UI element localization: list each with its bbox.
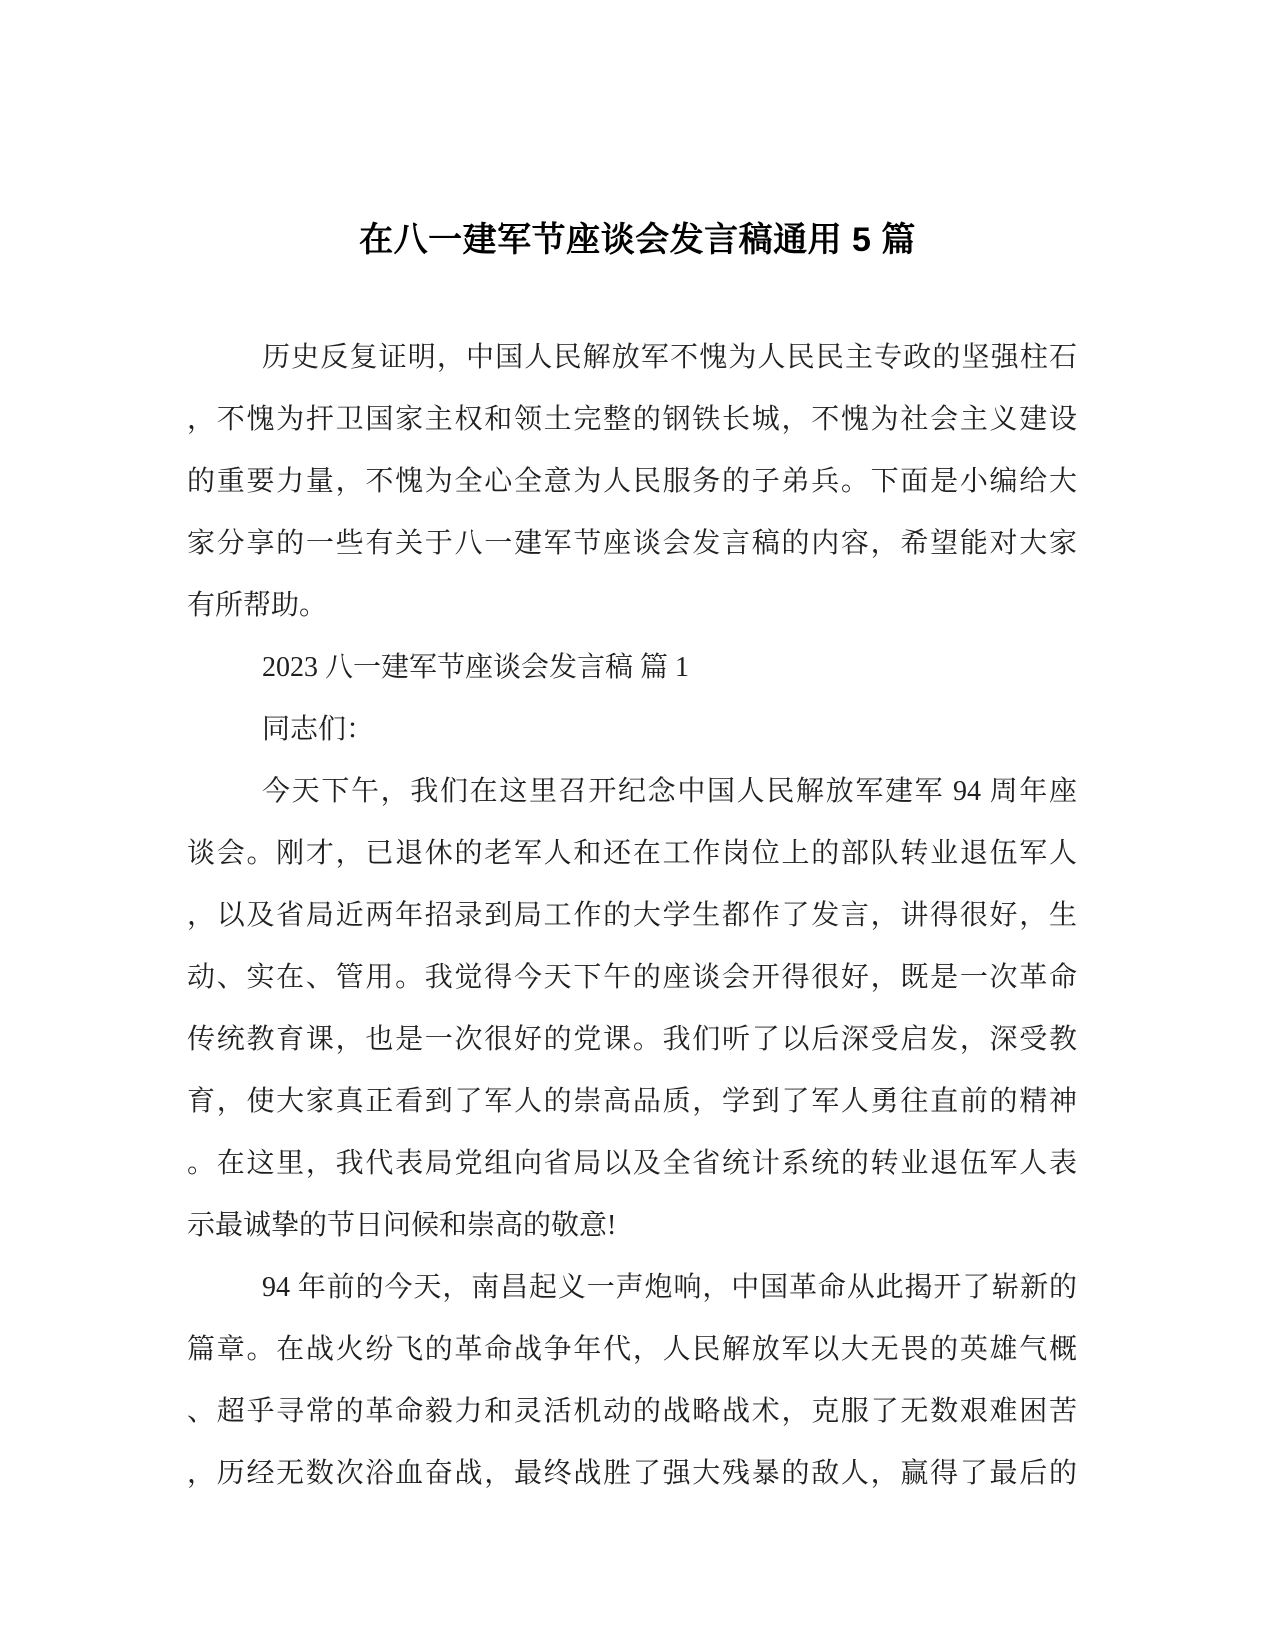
paragraph-line: 篇章。在战火纷飞的革命战争年代，人民解放军以大无畏的英雄气概 (187, 1334, 1077, 1365)
paragraph-line: 育，使大家真正看到了军人的崇高品质，学到了军人勇往直前的精神 (187, 1086, 1077, 1117)
paragraph-line: 家分享的一些有关于八一建军节座谈会发言稿的内容，希望能对大家 (187, 528, 1077, 559)
paragraph-line: ，以及省局近两年招录到局工作的大学生都作了发言，讲得很好，生 (187, 900, 1077, 931)
paragraph-line: 谈会。刚才，已退休的老军人和还在工作岗位上的部队转业退伍军人 (187, 838, 1077, 869)
document-title: 在八一建军节座谈会发言稿通用 5 篇 (359, 221, 916, 259)
paragraph-line: ，不愧为扞卫国家主权和领土完整的钢铁长城，不愧为社会主义建设 (187, 404, 1077, 435)
paragraph-line: 示最诚挚的节日问候和崇高的敬意! (187, 1210, 617, 1241)
paragraph-line: ，历经无数次浴血奋战，最终战胜了强大残暴的敌人，赢得了最后的 (187, 1458, 1077, 1489)
paragraph-line: 今天下午，我们在这里召开纪念中国人民解放军建军 94 周年座 (262, 776, 1077, 807)
paragraph-line: 历史反复证明，中国人民解放军不愧为人民民主专政的坚强柱石 (262, 342, 1077, 373)
salutation-line: 同志们： (262, 714, 375, 745)
paragraph-line: 的重要力量，不愧为全心全意为人民服务的子弟兵。下面是小编给大 (187, 466, 1077, 497)
paragraph-line: 、超乎寻常的革命毅力和灵活机动的战略战术，克服了无数艰难困苦 (187, 1396, 1077, 1427)
paragraph-line: 。在这里，我代表局党组向省局以及全省统计系统的转业退伍军人表 (187, 1148, 1077, 1179)
paragraph-line: 动、实在、管用。我觉得今天下午的座谈会开得很好，既是一次革命 (187, 962, 1077, 993)
document-body (187, 327, 1077, 1505)
paragraph-line: 有所帮助。 (187, 590, 328, 621)
paragraph-line: 传统教育课，也是一次很好的党课。我们听了以后深受启发，深受教 (187, 1024, 1077, 1055)
paragraph-line: 94 年前的今天，南昌起义一声炮响，中国革命从此揭开了崭新的 (262, 1272, 1077, 1303)
section-heading: 2023 八一建军节座谈会发言稿 篇 1 (262, 652, 690, 683)
